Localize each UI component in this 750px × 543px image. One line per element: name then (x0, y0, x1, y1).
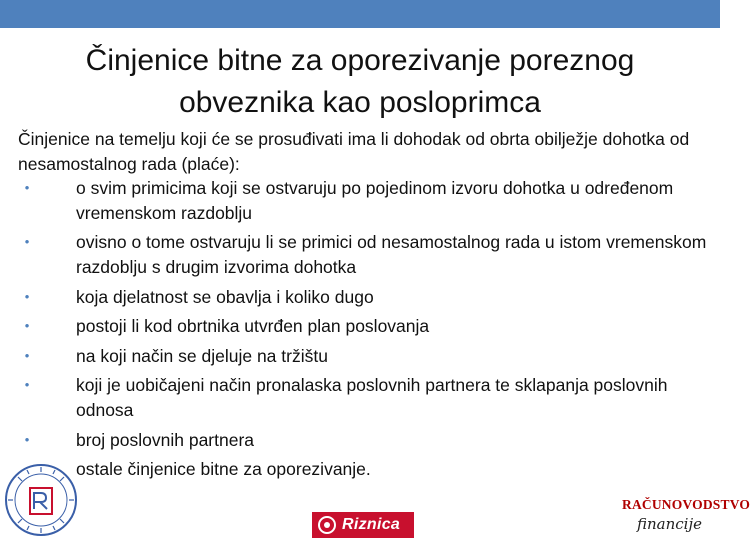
association-seal-logo (3, 462, 79, 538)
slide-body (18, 127, 708, 482)
bullet-item (18, 457, 708, 482)
brand-bottom-text: financije (637, 515, 702, 533)
bullet-dot-icon: • (24, 347, 30, 363)
bullet-item (18, 230, 708, 279)
bullet-dot-icon: • (24, 318, 30, 334)
riznica-logo (312, 512, 414, 538)
bullet-text: koja djelatnost se obavlja i koliko dugo (76, 286, 374, 307)
riznica-logo-text: Riznica (342, 516, 401, 533)
seal-emblem-icon (3, 462, 79, 538)
bullet-text: broj poslovnih partnera (76, 429, 255, 450)
bullet-item (18, 428, 708, 453)
bullet-text: na koji način se djeluje na tržištu (76, 345, 328, 366)
bullet-list (18, 176, 708, 482)
bullet-dot-icon: • (24, 180, 30, 196)
brand-top-text: RAČUNOVODSTVO (622, 497, 750, 512)
bullet-text: ovisno o tome ostvaruju li se primici od nesamostalnog rada u istom vremenskom razdoblju s drugim izvorima dohotka (76, 232, 707, 277)
top-accent-bar (0, 0, 720, 28)
bullet-item (18, 285, 708, 310)
bullet-text: koji je uobičajeni način pronalaska poslovnih partnera te sklapanja poslovnih odnosa (76, 375, 668, 420)
bullet-dot-icon: • (24, 288, 30, 304)
bullet-text: ostale činjenice bitne za oporezivanje. (76, 459, 371, 480)
slide-title-line1: Činjenice bitne za oporezivanje poreznog (85, 44, 635, 77)
bullet-dot-icon: • (24, 234, 30, 250)
bullet-dot-icon: • (24, 377, 30, 393)
bullet-item (18, 373, 708, 422)
slide-title-line2: obveznika kao posloprimca (179, 86, 541, 119)
bullet-text: o svim primicima koji se ostvaruju po pojedinom izvoru dohotka u određenom vremenskom razdoblju (76, 178, 674, 223)
bullet-item (18, 344, 708, 369)
bullet-text: postoji li kod obrtnika utvrđen plan poslovanja (76, 316, 430, 337)
racunovodstvo-financije-logo (622, 496, 750, 538)
bullet-item (18, 314, 708, 339)
intro-paragraph: Činjenice na temelju koji će se prosuđivati ima li dohodak od obrta obilježje dohotka od nesamostalnog rada (plaće): (18, 129, 690, 174)
riznica-emblem-icon (318, 516, 336, 534)
slide-title (40, 40, 680, 124)
bullet-item (18, 176, 708, 225)
bullet-dot-icon: • (24, 431, 30, 447)
